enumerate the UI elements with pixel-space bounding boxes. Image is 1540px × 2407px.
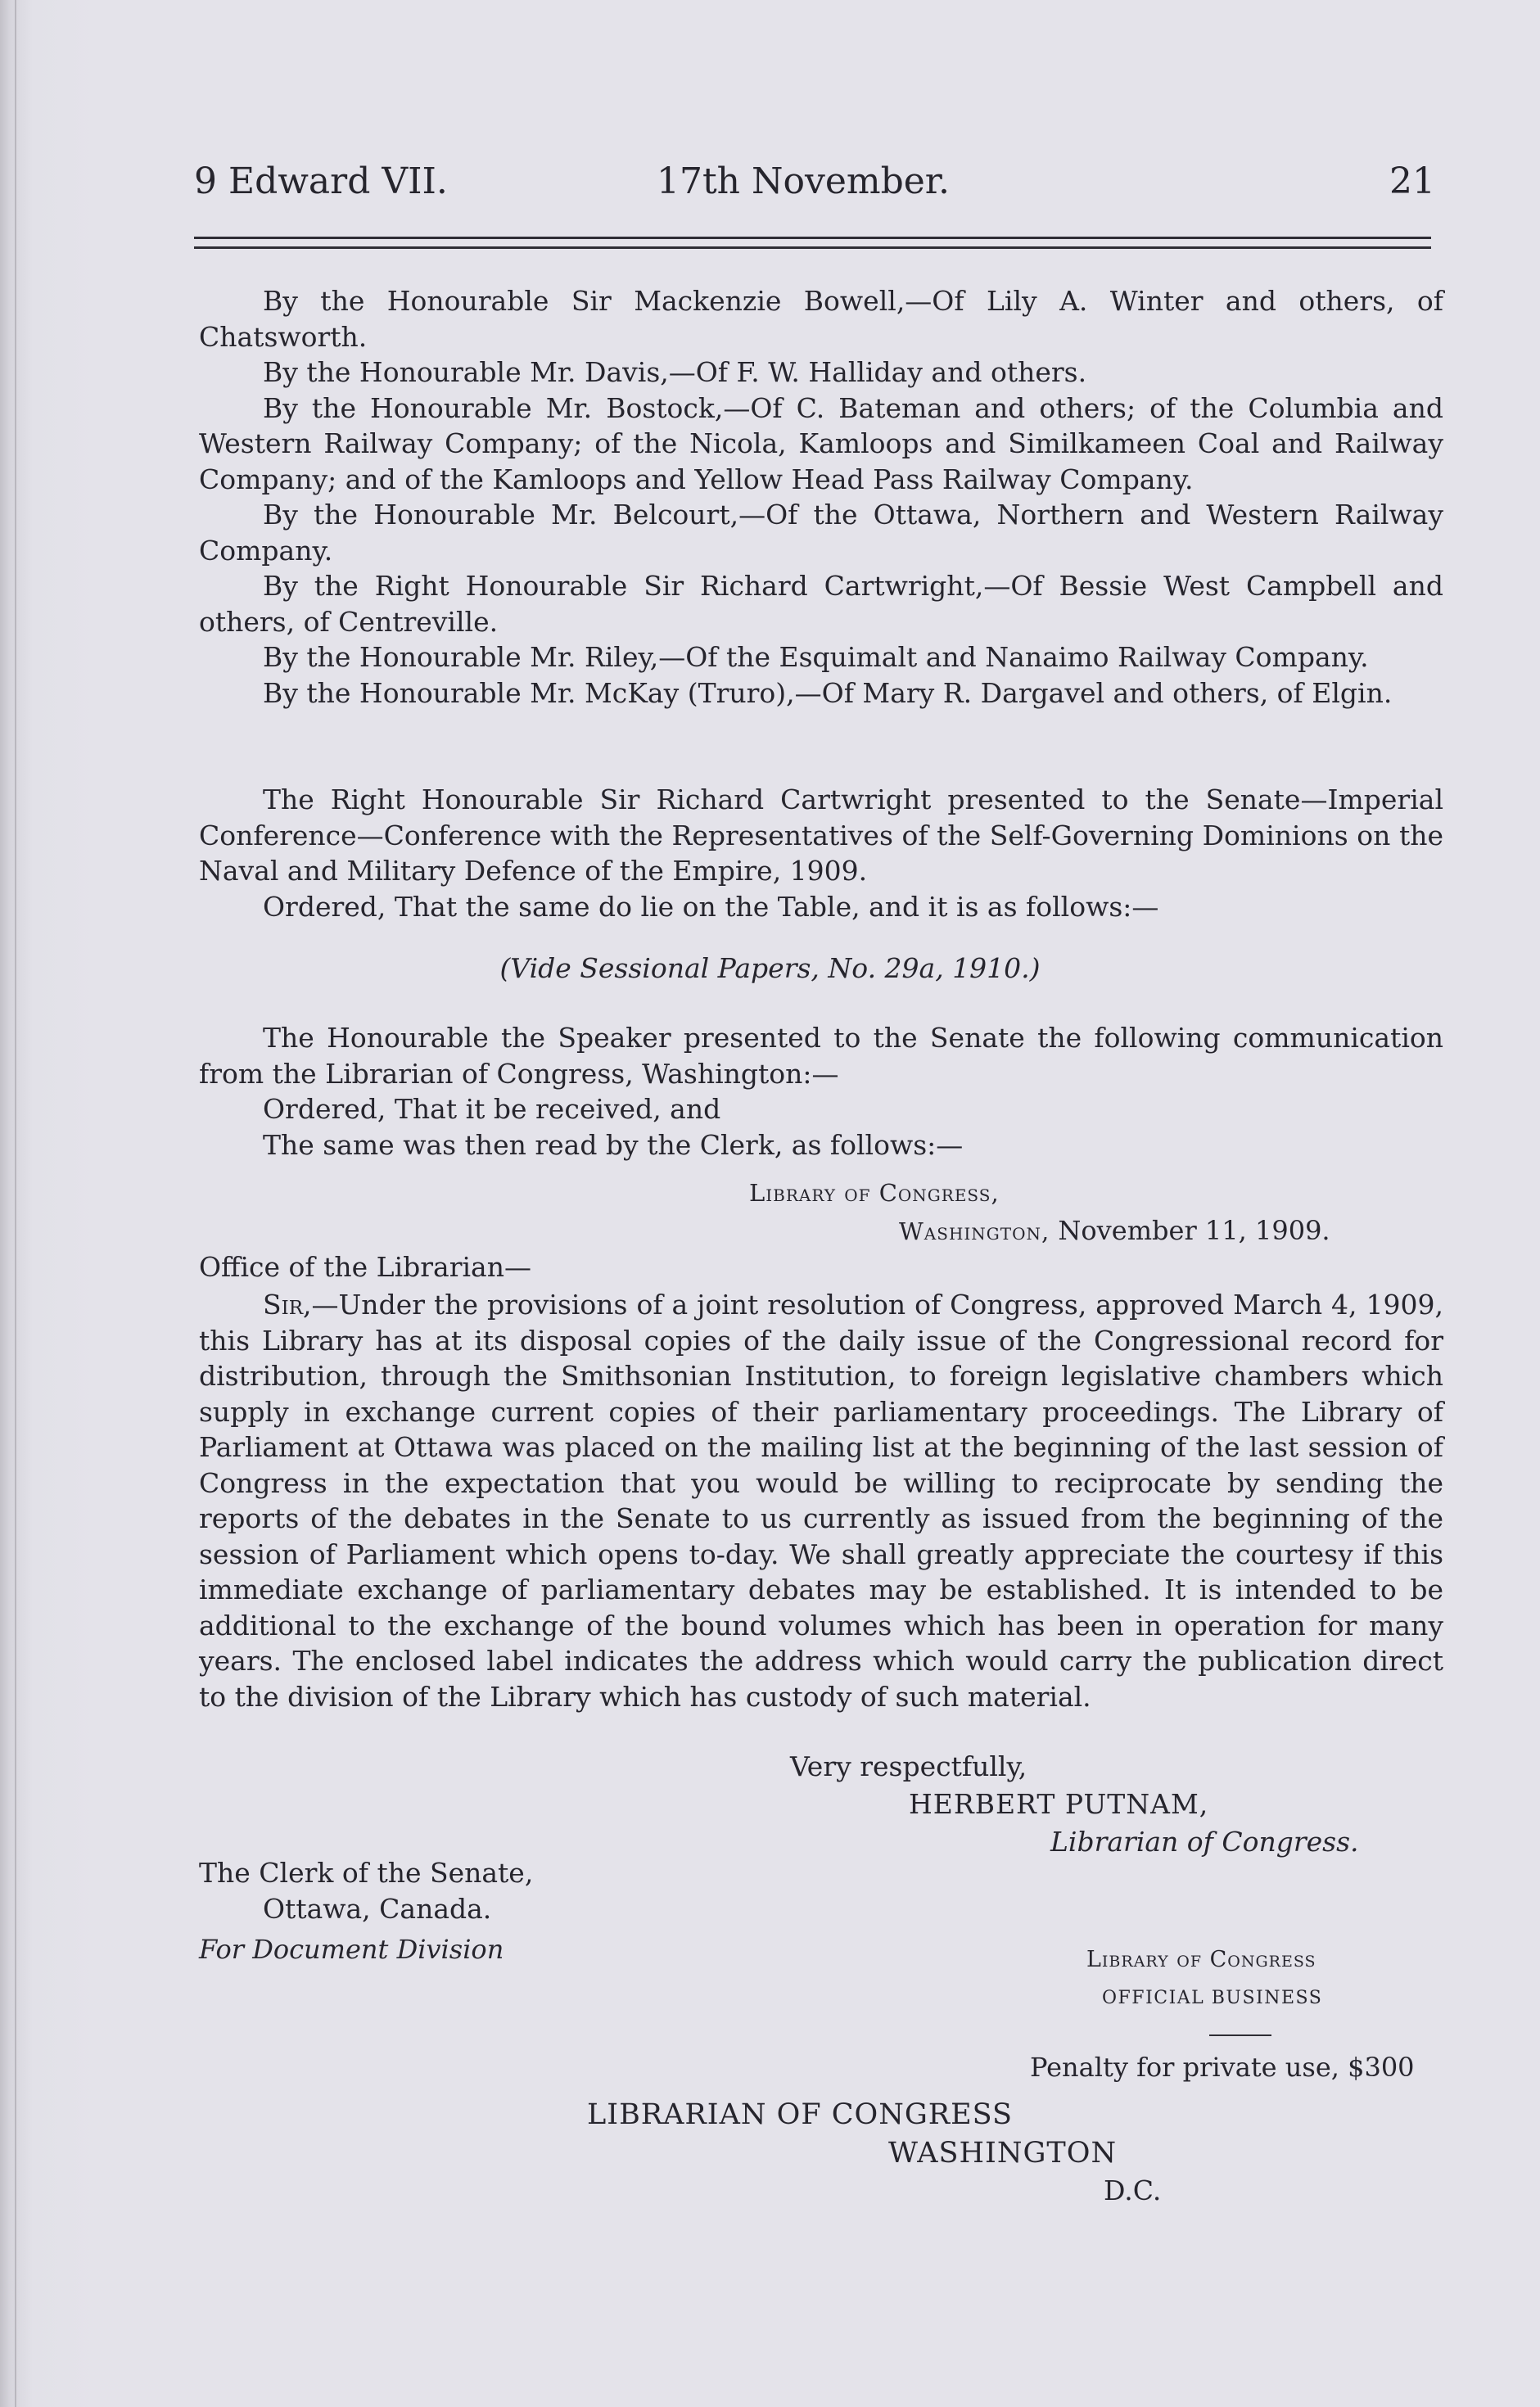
letter-heading-place-date [899, 1215, 1330, 1246]
petition-item: By the Honourable Mr. Davis,—Of F. W. Halliday and others. [263, 356, 1087, 388]
page-number: 21 [1389, 160, 1435, 202]
communication-intro: The Honourable the Speaker presented to the Senate the following communication from the Librarian of Congress, Washington:— [199, 1022, 1443, 1090]
header-rule-top [194, 237, 1431, 239]
petition-item: By the Honourable Mr. Bostock,—Of C. Bateman and others; of the Columbia and Western Railway Company; of the Nicola, Kamloops and Similkameen Coal and Railway Company; and of the Kamloops and Yellow Head Pass Railway Company. [199, 391, 1443, 495]
letter-signatory: HERBERT PUTNAM, [909, 1788, 1209, 1820]
petition-item: By the Right Honourable Sir Richard Cartwright,—Of Bessie West Campbell and others, of Centreville. [199, 570, 1443, 638]
mail-address-line-3: D.C. [1104, 2174, 1162, 2206]
letter-body [199, 1287, 1443, 1714]
vide-reference: (Vide Sessional Papers, No. 29a, 1910.) [499, 952, 1041, 984]
binding-gutter [15, 0, 16, 2407]
communication-order: Ordered, That it be received, and [263, 1093, 721, 1125]
presentation-section [199, 782, 1443, 924]
petition-item: By the Honourable Mr. McKay (Truro),—Of Mary R. Dargavel and others, of Elgin. [263, 676, 1393, 709]
letter-heading-org: Library of Congress, [749, 1179, 1000, 1207]
presentation-text: The Right Honourable Sir Richard Cartwright presented to the Senate—Imperial Conference—Conference with the Representatives of the Self-Governing Dominions on the Naval and Military Defence of the Empire, 1909. [199, 784, 1443, 887]
header-rule-bottom [194, 246, 1431, 249]
letter-office: Office of the Librarian— [199, 1251, 531, 1283]
header-date: 17th November. [657, 160, 950, 202]
mail-address-line-1: LIBRARIAN OF CONGRESS [587, 2098, 1014, 2131]
petition-item: By the Honourable Sir Mackenzie Bowell,—Of Lily A. Winter and others, of Chatsworth. [199, 285, 1443, 353]
letter-body-text: —Under the provisions of a joint resolution of Congress, approved March 4, 1909, this Library has at its disposal copies of the daily issue of the Congressional record for distribution, through the Smithsonian Institution, to foreign legislative chambers which supply in exchange current copies of their parliamentary proceedings. The Library of Parliament at Ottawa was placed on the mailing list at the beginning of the last session of Congress in the expectation that you would be willing to reciprocate by sending the reports of the debates in the Senate to us currently as issued from the beginning of the session of Parliament which opens to-day. We shall greatly appreciate the courtesy if this immediate exchange of parliamentary debates may be established. It is intended to be additional to the exchange of the bound volumes which has been in operation for many years. The enclosed label indicates the address which would carry the publication direct to the division of the Library which has custody of such material. [199, 1289, 1443, 1713]
communication-section [199, 1020, 1443, 1163]
label-penalty: Penalty for private use, $300 [1030, 2052, 1415, 2083]
letter-signatory-title: Librarian of Congress. [1050, 1826, 1359, 1858]
petition-item: By the Honourable Mr. Belcourt,—Of the Ottawa, Northern and Western Railway Company. [199, 499, 1443, 567]
communication-read: The same was then read by the Clerk, as follows:— [263, 1128, 964, 1161]
label-business: OFFICIAL BUSINESS [1102, 1988, 1323, 2008]
letter-paragraph [199, 1287, 1443, 1714]
running-header [194, 160, 1435, 210]
mail-address-line-2: WASHINGTON [888, 2137, 1118, 2170]
addressee-line-3: For Document Division [199, 1934, 504, 1965]
letter-salutation: Sir, [263, 1289, 312, 1321]
addressee-line-1: The Clerk of the Senate, [199, 1857, 534, 1889]
presentation-order: Ordered, That the same do lie on the Table, and it is as follows:— [263, 890, 1159, 923]
petition-item: By the Honourable Mr. Riley,—Of the Esquimalt and Nanaimo Railway Company. [263, 641, 1369, 673]
letter-closing: Very respectfully, [790, 1750, 1027, 1782]
petitions-list [199, 283, 1443, 711]
letter-heading-date: November 11, 1909. [1058, 1215, 1330, 1246]
label-rule [1209, 2034, 1271, 2036]
label-org: Library of Congress [1086, 1947, 1316, 1972]
header-regnal-year: 9 Edward VII. [194, 160, 448, 202]
addressee-line-2: Ottawa, Canada. [263, 1893, 492, 1925]
letter-heading-place: Washington, [899, 1217, 1050, 1245]
